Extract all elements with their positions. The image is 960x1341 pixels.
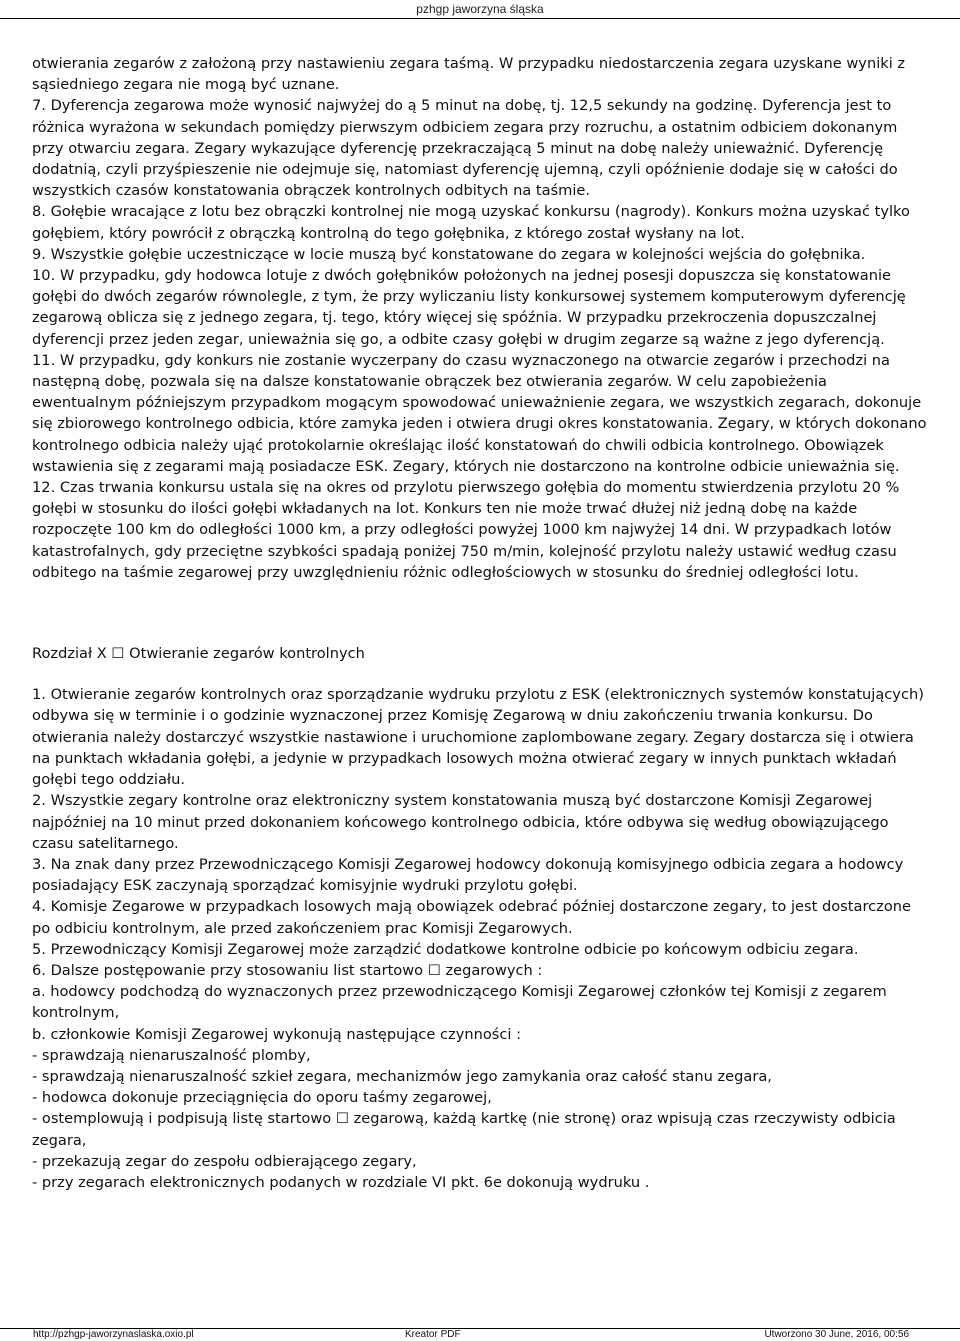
chapter-item-6: 6. Dalsze postępowanie przy stosowaniu list startowo ☐ zegarowych : xyxy=(32,961,543,979)
dash-item-plomby: - sprawdzają nienaruszalność plomby, xyxy=(32,1046,311,1064)
chapter-item-6a: a. hodowcy podchodzą do wyznaczonych przez przewodniczącego Komisji Zegarowej członków tej Komisji z zegarem kontrolnym, xyxy=(32,983,887,1022)
paragraph-8: 8. Gołębie wracające z lotu bez obrączki kontrolnej nie mogą uzyskać konkursu (nagrody). Konkurs można uzyskać tylko gołębiem, który powrócił z obrączką kontrolną do tego gołębnika, z którego został wysłany na lot. xyxy=(32,203,910,242)
chapter-item-2: 2. Wszystkie zegary kontrolne oraz elektroniczny system konstatowania muszą być dostarczone Komisji Zegarowej najpóźniej na 10 minut przed dokonaniem końcowego kontrolnego odbicia, które odbywa się według obowiązującego czasu satelitarnego. xyxy=(32,792,889,852)
chapter-item-5: 5. Przewodniczący Komisji Zegarowej może zarządzić dodatkowe kontrolne odbicie po końcowym odbiciu zegara. xyxy=(32,940,859,958)
paragraph-12: 12. Czas trwania konkursu ustala się na okres od przylotu pierwszego gołębia do momentu stwierdzenia przylotu 20 % gołębi w stosunku do ilości gołębi wkładanych na lot. Konkurs ten nie może trwać dłużej niż jedną dobę na każde rozpoczęte 100 km do odległości 1000 km, a przy odległości powyżej 1000 km najwyżej 14 dni. W przypadkach lotów katastrofalnych, gdy przeciętne szybkości spadają poniżej 750 m/min, kolejność przylotu należy ustawić według czasu odbitego na taśmie zegarowej przy uwzględnieniu różnic odległościowych w stosunku do średniej odległości lotu. xyxy=(32,479,900,581)
document-body xyxy=(32,53,928,1193)
dash-item-przekazanie: - przekazują zegar do zespołu odbierającego zegary, xyxy=(32,1152,417,1170)
paragraph-10: 10. W przypadku, gdy hodowca lotuje z dwóch gołębników położonych na jednej posesji dopuszcza się konstatowanie gołębi do dwóch zegarów równolegle, z tym, że przy wyliczaniu listy konkursowej systemem komputerowym dyferencję zegarową oblicza się z jednego zegara, tj. tego, który więcej się spóźnia. W przypadku przekroczenia dopuszczalnej dyferencji przez jeden zegar, unieważnia się go, a odbite czasy gołębi w drugim zegarze są ważne z jego dyferencją. xyxy=(32,267,906,348)
header-divider xyxy=(0,18,960,19)
paragraph-7: 7. Dyferencja zegarowa może wynosić najwyżej do ą 5 minut na dobę, tj. 12,5 sekundy na godzinę. Dyferencja jest to różnica wyrażona w sekundach pomiędzy pierwszym odbiciem zegara przy rozruchu, a ostatnim odbiciem dokonanym przy otwarciu zegara. Zegary wykazujące dyferencję przekraczającą 5 minut na dobę należy unieważnić. Dyferencję dodatnią, czyli przyśpieszenie nie odejmuje się, natomiast dyferencję ujemną, czyli opóźnienie dodaje się w całości do wszystkich czasów konstatowania obrączek kontrolnych odbitych na taśmie. xyxy=(32,97,898,200)
section-spacer xyxy=(32,583,928,643)
footer-url-link[interactable]: http://pzhgp-jaworzynaslaska.oxio.pl xyxy=(33,1329,194,1340)
paragraph-11: 11. W przypadku, gdy konkurs nie zostanie wyczerpany do czasu wyznaczonego na otwarcie zegarów i przechodzi na następną dobę, pozwala się na dalsze konstatowanie obrączek bez otwierania zegarów. W celu zapobieżenia ewentualnym późniejszym przypadkom mogącym spowodować unieważnienie zegara, we wszystkich zegarach, dokonuje się zbiorowego kontrolnego odbicia, które zamyka jeden i otwiera drugi okres konstatowania. Zegary, w których dokonano kontrolnego odbicia należy ująć protokolarnie określając ilość konstatowań do chwili odbicia kontrolnego. Obowiązek wstawienia się z zegarami mają posiadacze ESK. Zegary, których nie dostarczono na kontrolne odbicie unieważnia się. xyxy=(32,351,927,475)
paragraph-9: 9. Wszystkie gołębie uczestniczące w locie muszą być konstatowane do zegara w kolejności wejścia do gołębnika. xyxy=(32,245,866,263)
dash-item-lista: - ostemplowują i podpisują listę startowo ☐ zegarową, każdą kartkę (nie stronę) oraz wpisują czas rzeczywisty odbicia zegara, xyxy=(32,1110,896,1149)
chapter-item-4: 4. Komisje Zegarowe w przypadkach losowych mają obowiązek odebrać później dostarczone zegary, to jest dostarczone po odbiciu kontrolnym, ale przed zakończeniem prac Komisji Zegarowych. xyxy=(32,898,911,937)
chapter-item-6b: b. członkowie Komisji Zegarowej wykonują następujące czynności : xyxy=(32,1025,522,1043)
dash-item-szkla: - sprawdzają nienaruszalność szkieł zegara, mechanizmów jego zamykania oraz całość stanu zegara, xyxy=(32,1067,772,1085)
footer-creator: Kreator PDF xyxy=(405,1329,461,1340)
footer-created-date: Utworzono 30 June, 2016, 00:56 xyxy=(764,1329,909,1340)
page-header-title: pzhgp jaworzyna śląska xyxy=(416,2,544,16)
chapter-item-1: 1. Otwieranie zegarów kontrolnych oraz sporządzanie wydruku przylotu z ESK (elektronicznych systemów konstatujących) odbywa się w terminie i o godzinie wyznaczonej przez Komisję Zegarową w dniu zakończeniu trwania konkursu. Do otwierania należy dostarczyć wszystkie nastawione i uruchomione zaplombowane zegary. Zegary dostarcza się i otwiera na punktach wkładania gołębi, a jedynie w przypadkach losowych można otwierać zegary w innych punktach wkładań gołębi tego oddziału. xyxy=(32,686,924,789)
dash-item-wydruk: - przy zegarach elektronicznych podanych w rozdziale VI pkt. 6e dokonują wydruku . xyxy=(32,1173,650,1191)
chapter-item-3: 3. Na znak dany przez Przewodniczącego Komisji Zegarowej hodowcy dokonują komisyjnego odbicia zegara a hodowcy posiadający ESK zaczynają sporządzać komisyjnie wydruki przylotu gołębi. xyxy=(32,855,904,895)
dash-item-tasma: - hodowca dokonuje przeciągnięcia do oporu taśmy zegarowej, xyxy=(32,1089,492,1107)
page-footer xyxy=(0,1329,960,1341)
paragraph-continuation: otwierania zegarów z założoną przy nastawieniu zegara taśmą. W przypadku niedostarczenia zegara uzyskane wyniki z sąsiedniego zegara nie mogą być uznane. xyxy=(32,55,906,94)
chapter-title: Rozdział X ☐ Otwieranie zegarów kontrolnych xyxy=(32,645,365,663)
